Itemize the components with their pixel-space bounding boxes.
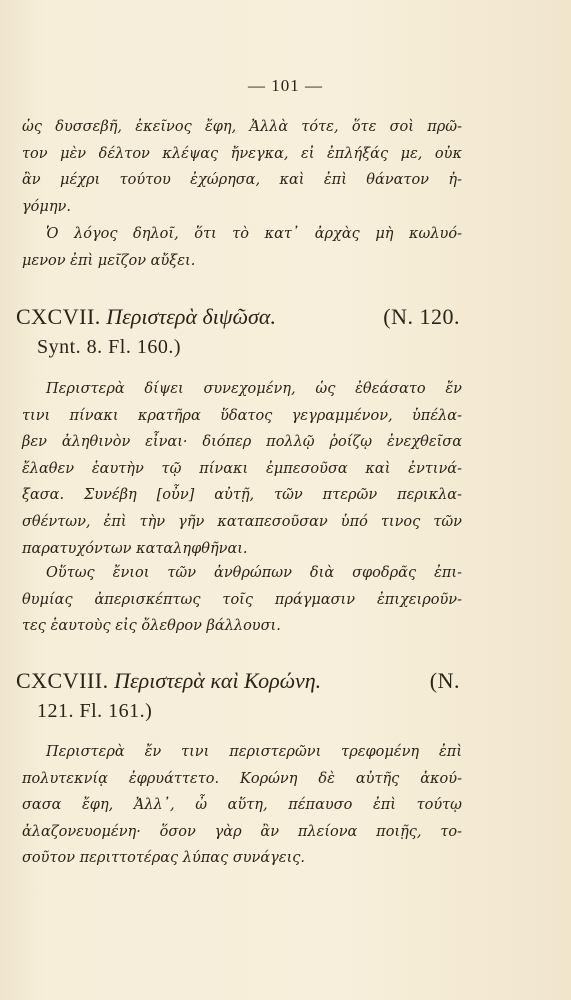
fable-number: CXCVII. [16,304,101,329]
text-line: ἀλαζονευομένη· ὅσον γὰρ ἂν πλείονα ποιῇς, το- [22,823,462,840]
heading-line [16,302,460,332]
text-line: ἂν μέχρι τούτου ἐχώρησα, καὶ ἐπὶ θάνατον ἠ- [22,172,462,189]
text-line: Περιστερὰ ἔν τινι περιστερῶνι τρεφομένη ἐπὶ [46,744,462,760]
text-line: σασα ἔφη, Ἀλλ᾽, ὦ αὕτη, πέπαυσο ἐπὶ τούτῳ [22,797,462,814]
fable-197-moral [22,560,462,640]
text-line: παρατυχόντων καταληφθῆναι. [22,540,248,557]
text-line: ὡς δυσσεβῆ, ἐκεῖνος ἔφη, Ἀλλὰ τότε, ὅτε σοὶ πρῶ- [22,119,462,135]
fable-number: CXCVIII. [16,668,109,693]
fable-197-text [22,376,462,562]
text-line: τινι πίνακι κρατῆρα ὕδατος γεγραμμένον, ὑπέλα- [22,407,462,424]
opening-moral [22,221,462,274]
text-line: σοῦτον περιττοτέρας λύπας συνάγεις. [22,850,305,867]
fable-197-heading [16,302,460,362]
fable-title: Περιστερὰ διψῶσα. [106,304,276,329]
text-line: τον μὲν δέλτον κλέψας ἤνεγκα, εἰ ἐπλήξάς με, οὐκ [22,145,462,162]
fable-title: Περιστερὰ καὶ Κορώνη. [114,668,322,693]
fable-reference-continued: 121. Fl. 161.) [37,700,153,722]
text-line: σθέντων, ἐπὶ τὴν γῆν καταπεσοῦσαν ὑπό τινος τῶν [22,513,462,530]
text-line: ἔλαθεν ἑαυτὴν τῷ πίνακι ἐμπεσοῦσα καὶ ἐντινά- [22,460,462,477]
text-line: Οὕτως ἔνιοι τῶν ἀνθρώπων διὰ σφοδρᾶς ἐπι- [46,565,462,581]
text-line: τες ἑαυτοὺς εἰς ὄλεθρον βάλλουσι. [22,618,281,635]
page-number: — 101 — [248,76,323,95]
fable-reference: (N. 120. [383,304,460,329]
text-line: Περιστερὰ δίψει συνεχομένη, ὡς ἐθεάσατο ἔν [46,381,462,397]
fable-reference-continued: Synt. 8. Fl. 160.) [37,336,182,358]
text-line: Ὁ λόγος δηλοῖ, ὅτι τὸ κατ᾽ ἀρχὰς μὴ κωλυό- [46,226,462,242]
text-line: ξασα. Συνέβη [οὖν] αὐτῇ, τῶν πτερῶν περικλα- [22,487,462,504]
fable-198-text [22,739,462,872]
text-line: βεν ἀληθινὸν εἶναι· διόπερ πολλῷ ῥοίζῳ ἐνεχθεῖσα [22,434,462,451]
opening-paragraph [22,114,462,220]
fable-198-heading [16,666,460,726]
text-line: μενον ἐπὶ μεῖζον αὔξει. [22,252,196,269]
heading-line [16,666,460,696]
text-line: γόμην. [22,198,71,215]
text-line: θυμίας ἀπερισκέπτως τοῖς πράγμασιν ἐπιχειροῦν- [22,591,462,608]
fable-reference: (N. [429,668,460,693]
text-line: πολυτεκνίᾳ ἐφρυάττετο. Κορώνη δὲ αὐτῆς ἀκού- [22,770,462,787]
